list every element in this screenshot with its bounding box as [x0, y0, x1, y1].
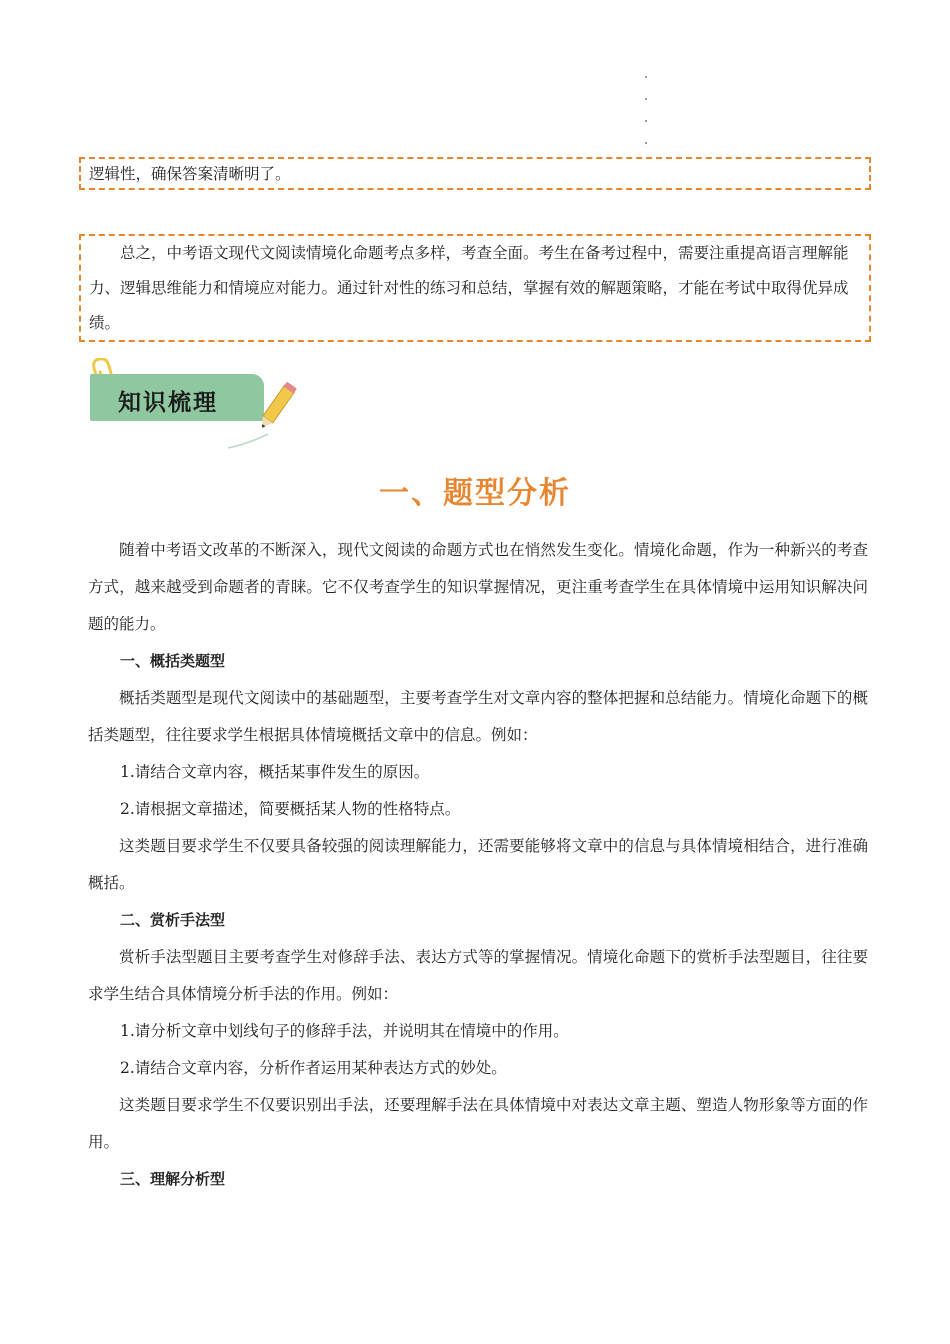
main-content	[88, 532, 868, 1198]
example-item: 2.请根据文章描述，简要概括某人物的性格特点。	[120, 800, 461, 818]
intro-paragraph: 随着中考语文改革的不断深入，现代文阅读的命题方式也在悄然发生变化。情境化命题，作为一种新兴的考查方式，越来越受到命题者的青睐。它不仅考查学生的知识掌握情况，更注重考查学生在具体情境中运用知识解决问题的能力。	[88, 541, 868, 633]
section-title: 一、题型分析	[379, 476, 571, 511]
knowledge-ribbon	[88, 360, 308, 450]
page-marker-dots	[644, 76, 650, 164]
section-heading: 三、理解分析型	[120, 1170, 226, 1188]
section-heading: 二、赏析手法型	[120, 911, 226, 929]
ribbon-label: 知识梳理	[118, 390, 218, 416]
example-item: 2.请结合文章内容，分析作者运用某种表达方式的妙处。	[120, 1059, 507, 1077]
section-description: 赏析手法型题目主要考查学生对修辞手法、表达方式等的掌握情况。情境化命题下的赏析手法型题目，往往要求学生结合具体情境分析手法的作用。例如：	[88, 948, 868, 1003]
summary-text-box	[79, 234, 871, 342]
example-item: 1.请结合文章内容，概括某事件发生的原因。	[120, 763, 430, 781]
section-note: 这类题目要求学生不仅要识别出手法，还要理解手法在具体情境中对表达文章主题、塑造人物形象等方面的作用。	[88, 1096, 868, 1151]
box1-text: 逻辑性，确保答案清晰明了。	[89, 165, 291, 183]
section-note: 这类题目要求学生不仅要具备较强的阅读理解能力，还需要能够将文章中的信息与具体情境相结合，进行准确概括。	[88, 837, 868, 892]
pencil-icon	[218, 382, 308, 462]
continued-text-box	[79, 157, 871, 190]
box2-text: 总之，中考语文现代文阅读情境化命题考点多样，考查全面。考生在备考过程中，需要注重提高语言理解能力、逻辑思维能力和情境应对能力。通过针对性的练习和总结，掌握有效的解题策略，才能在考试中取得优异成绩。	[89, 244, 849, 332]
example-item: 1.请分析文章中划线句子的修辞手法，并说明其在情境中的作用。	[120, 1022, 569, 1040]
section-description: 概括类题型是现代文阅读中的基础题型，主要考查学生对文章内容的整体把握和总结能力。情境化命题下的概括类题型，往往要求学生根据具体情境概括文章中的信息。例如：	[88, 689, 868, 744]
section-heading: 一、概括类题型	[120, 652, 226, 670]
